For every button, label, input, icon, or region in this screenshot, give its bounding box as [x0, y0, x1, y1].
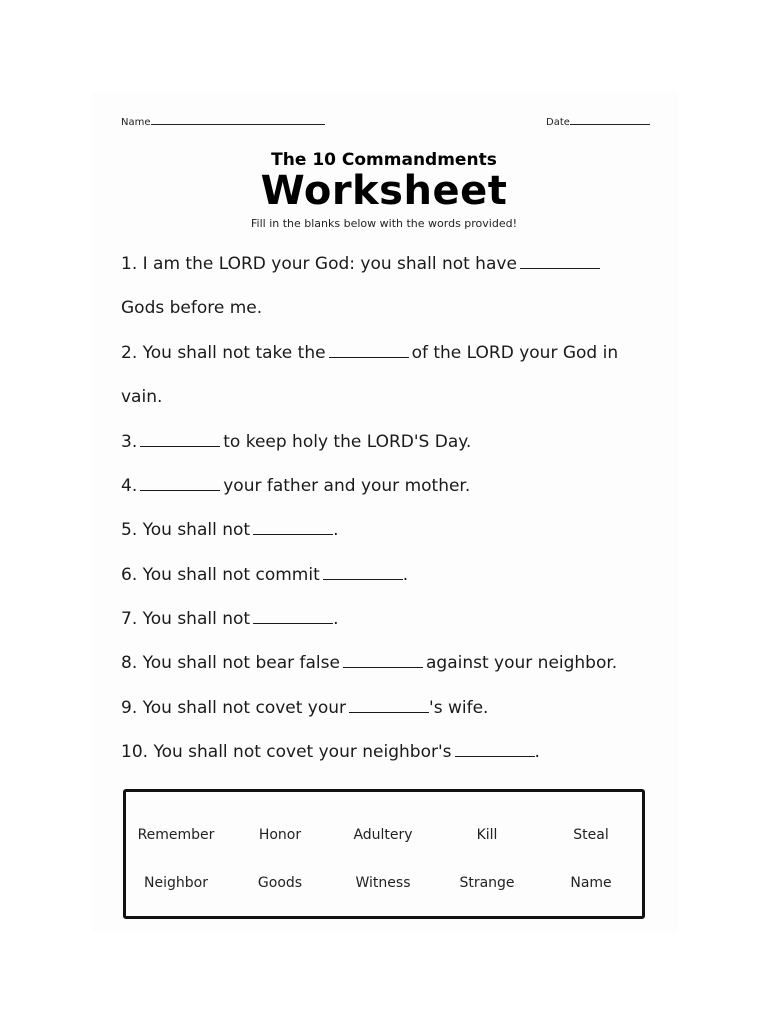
blank-1[interactable]: [520, 258, 600, 269]
blank-8[interactable]: [343, 657, 423, 668]
subtitle: The 10 Commandments: [271, 150, 497, 170]
page-title: Worksheet: [260, 168, 508, 214]
blank-2[interactable]: [329, 347, 409, 358]
word-honor: Honor: [258, 827, 302, 843]
word-witness: Witness: [355, 875, 411, 891]
word-strange: Strange: [459, 875, 515, 891]
word-bank-box: [123, 789, 645, 919]
date-field: [546, 116, 650, 128]
word-steal: Steal: [573, 827, 609, 843]
blank-5[interactable]: [253, 524, 333, 535]
name-blank[interactable]: [151, 116, 325, 125]
blank-9[interactable]: [349, 702, 429, 713]
blank-7[interactable]: [253, 613, 333, 624]
blank-3[interactable]: [140, 436, 220, 447]
commandment-2-line-1: 2. You shall not take the of the LORD your God in: [121, 343, 619, 363]
word-adultery: Adultery: [353, 827, 413, 843]
commandment-9: 9. You shall not covet your 's wife.: [121, 698, 489, 718]
date-blank[interactable]: [570, 116, 650, 125]
word-neighbor: Neighbor: [144, 875, 208, 891]
commandment-2-line-2: vain.: [121, 387, 163, 407]
word-kill: Kill: [476, 827, 498, 843]
blank-10[interactable]: [455, 746, 535, 757]
blank-4[interactable]: [140, 480, 220, 491]
commandment-5: 5. You shall not .: [121, 520, 339, 540]
word-goods: Goods: [257, 875, 303, 891]
commandment-3: 3. to keep holy the LORD'S Day.: [121, 432, 472, 452]
commandment-1-line-1: 1. I am the LORD your God: you shall not have: [121, 254, 603, 274]
instructions: Fill in the blanks below with the words provided!: [251, 217, 517, 230]
commandment-7: 7. You shall not .: [121, 609, 339, 629]
commandment-4: 4. your father and your mother.: [121, 476, 471, 496]
commandment-10: 10. You shall not covet your neighbor's .: [121, 742, 540, 762]
word-name: Name: [570, 875, 612, 891]
name-field: [121, 116, 325, 128]
commandment-1-line-2: Gods before me.: [121, 298, 263, 318]
commandment-8: 8. You shall not bear false against your neighbor.: [121, 653, 618, 673]
name-label: Name: [121, 117, 151, 128]
blank-6[interactable]: [323, 569, 403, 580]
commandment-6: 6. You shall not commit .: [121, 565, 409, 585]
date-label: Date: [546, 117, 570, 128]
word-remember: Remember: [137, 827, 215, 843]
